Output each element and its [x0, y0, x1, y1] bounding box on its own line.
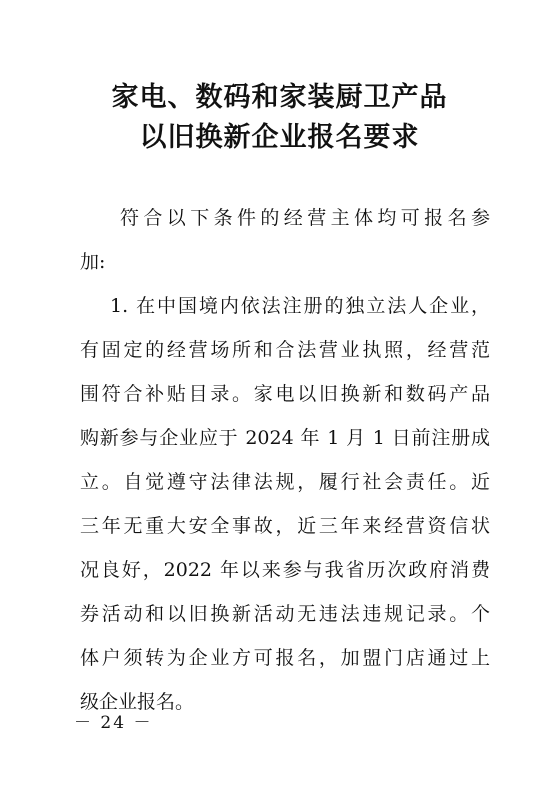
item-1-line-3: 围符合补贴目录。家电以旧换新和数码产品	[80, 383, 490, 405]
document-title-line-2: 以旧换新企业报名要求	[139, 122, 420, 153]
item-1-line-9: 体户须转为企业方可报名，加盟门店通过上	[80, 647, 490, 669]
intro-text-line-1: 符合以下条件的经营主体均可报名参	[120, 207, 490, 229]
intro-text-line-2: 加:	[80, 251, 106, 273]
item-1-line-5: 立。自觉遵守法律法规，履行社会责任。近	[80, 471, 490, 493]
item-1-line-4: 购新参与企业应于 2024 年 1 月 1 日前注册成	[80, 427, 490, 449]
document-title-line-1: 家电、数码和家装厨卫产品	[111, 82, 448, 113]
item-1-line-6: 三年无重大安全事故，近三年来经营资信状	[80, 515, 490, 537]
item-1-line-10: 级企业报名。	[80, 691, 195, 713]
item-1-line-7: 况良好，2022 年以来参与我省历次政府消费	[80, 559, 490, 581]
item-1-line-1: 1. 在中国境内依法注册的独立法人企业，	[110, 295, 490, 317]
page-number: － 24 －	[74, 713, 153, 733]
item-1-line-2: 有固定的经营场所和合法营业执照，经营范	[80, 339, 490, 361]
item-1-line-8: 券活动和以旧换新活动无违法违规记录。个	[80, 603, 490, 625]
